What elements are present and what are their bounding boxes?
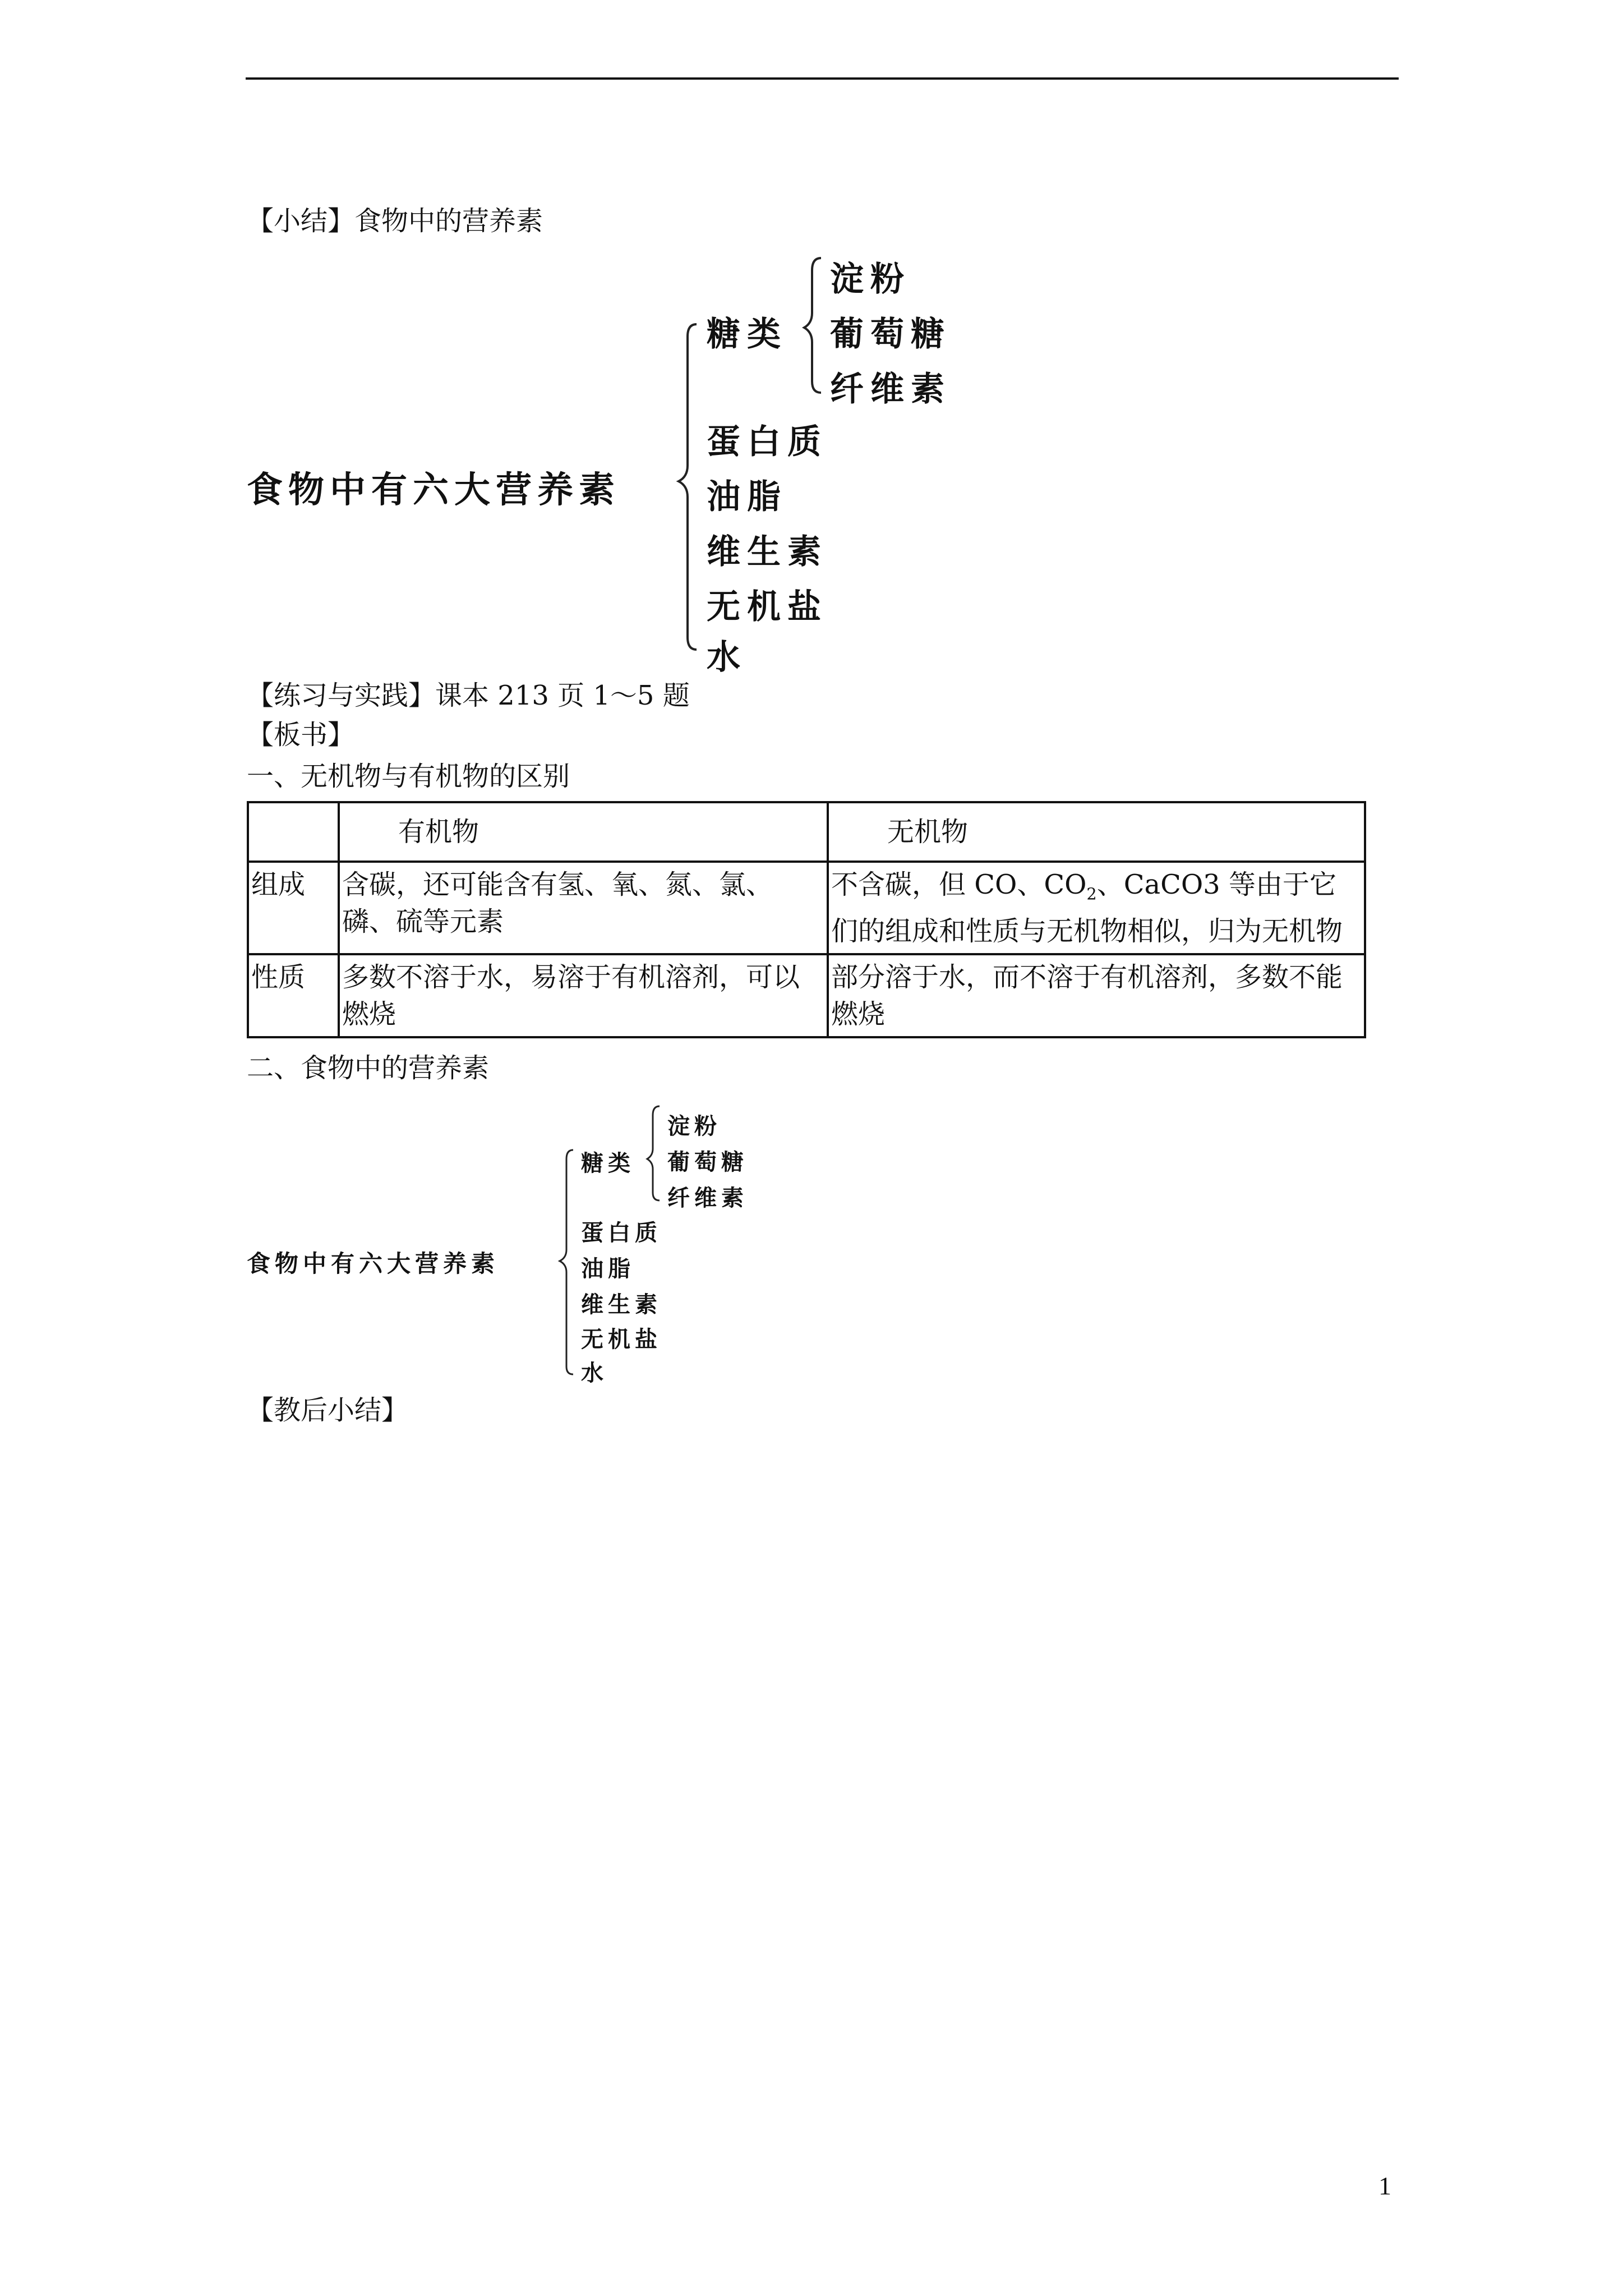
- sub-starch: 淀粉: [667, 1114, 721, 1139]
- comparison-table: [247, 801, 1366, 1038]
- page-number: 1: [1378, 2171, 1391, 2200]
- sub-cellulose: 纤维素: [667, 1185, 748, 1211]
- cell-inorganic: 部分溶于水，而不溶于有机溶剂，多数不能燃烧: [828, 954, 1365, 1037]
- diagram-root: 食物中有六大营养素: [247, 470, 620, 511]
- cell-inorganic-sub: 2: [1086, 884, 1097, 904]
- nutrients-diagram-large: [241, 241, 998, 679]
- table-header-cell: [828, 802, 1365, 862]
- branch-water: 水: [581, 1360, 608, 1386]
- table-header-row: [248, 802, 1365, 862]
- cell-inorganic-post: 、CaCO3 等由于它们的组成和性质与无机物相似，归为无机物: [831, 869, 1343, 947]
- cell-organic: 多数不溶于水，易溶于有机溶剂，可以燃烧: [339, 954, 828, 1037]
- branch-sugars: 糖类: [707, 315, 787, 354]
- header-organic: 有机物: [398, 816, 479, 848]
- header-rule: [246, 77, 1399, 80]
- section1-title: 一、无机物与有机物的区别: [247, 761, 570, 792]
- row-label: 组成: [248, 862, 339, 954]
- table-header-cell: [248, 802, 339, 862]
- table-row: [248, 862, 1365, 954]
- branch-vitamin: 维生素: [707, 532, 828, 572]
- cell-inorganic-pre: 不含碳，但 CO、CO: [831, 869, 1087, 900]
- sub-starch: 淀粉: [830, 260, 911, 299]
- branch-sugars: 糖类: [581, 1151, 635, 1176]
- header-inorganic: 无机物: [887, 816, 969, 848]
- practice-text: 【练习与实践】课本 213 页 1～5 题: [247, 680, 690, 711]
- diagram-root: 食物中有六大营养素: [247, 1250, 500, 1277]
- cell-organic: 含碳，还可能含有氢、氧、氮、氯、磷、硫等元素: [339, 862, 828, 954]
- summary-heading: 【小结】食物中的营养素: [247, 205, 543, 237]
- branch-mineral: 无机盐: [707, 587, 828, 627]
- branch-fat: 油脂: [707, 477, 787, 517]
- branch-protein: 蛋白质: [581, 1220, 662, 1246]
- cell-inorganic: [828, 862, 1365, 954]
- branch-fat: 油脂: [581, 1256, 635, 1282]
- sub-cellulose: 纤维素: [830, 370, 951, 409]
- table-row: [248, 954, 1365, 1037]
- diagram-braces: [241, 241, 998, 679]
- branch-mineral: 无机盐: [581, 1327, 662, 1352]
- nutrients-diagram-small: [241, 1094, 802, 1386]
- section2-title: 二、食物中的营养素: [247, 1052, 490, 1084]
- sub-glucose: 葡萄糖: [830, 315, 951, 354]
- sub-glucose: 葡萄糖: [667, 1149, 748, 1175]
- after-class-heading: 【教后小结】: [247, 1395, 409, 1426]
- branch-vitamin: 维生素: [581, 1292, 662, 1318]
- table-header-cell: [339, 802, 828, 862]
- branch-protein: 蛋白质: [707, 422, 828, 462]
- board-heading: 【板书】: [247, 719, 355, 751]
- row-label: 性质: [248, 954, 339, 1037]
- branch-water: 水: [707, 638, 747, 677]
